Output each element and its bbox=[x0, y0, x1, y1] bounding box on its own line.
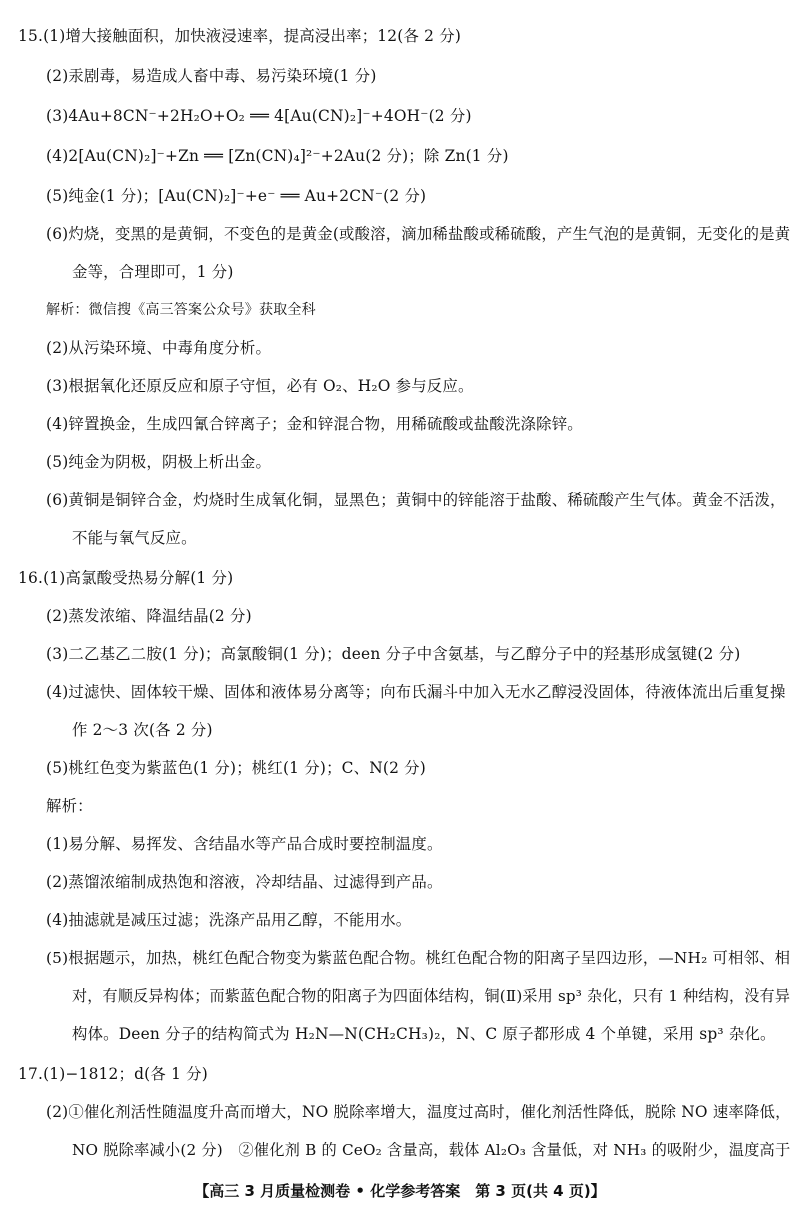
analysis-line: (1)易分解、易挥发、含结晶水等产品合成时要控制温度。 bbox=[46, 835, 443, 853]
analysis-line: 对，有顺反异构体；而紫蓝色配合物的阳离子为四面体结构，铜(Ⅱ)采用 sp³ 杂化，只有 1 种结构，没有异 bbox=[72, 987, 791, 1005]
analysis-line: (4)锌置换金，生成四氰合锌离子；金和锌混合物，用稀硫酸或盐酸洗涤除锌。 bbox=[46, 415, 583, 433]
answer-line: 作 2～3 次(各 2 分) bbox=[72, 721, 213, 739]
analysis-line: (4)抽滤就是减压过滤；洗涤产品用乙醇，不能用水。 bbox=[46, 911, 412, 929]
analysis-line: (3)根据氧化还原反应和原子守恒，必有 O₂、H₂O 参与反应。 bbox=[46, 377, 474, 395]
analysis-line: (5)根据题示，加热，桃红色配合物变为紫蓝色配合物。桃红色配合物的阳离子呈四边形，—NH₂ 可相邻、相 bbox=[46, 949, 791, 967]
answer-line: (3)二乙基乙二胺(1 分)；高氯酸铜(1 分)；deen 分子中含氨基，与乙醇分子中的羟基形成氢键(2 分) bbox=[46, 645, 741, 663]
answer-line: NO 脱除率减小(2 分) ②催化剂 B 的 CeO₂ 含量高，载体 Al₂O₃ 含量低，对 NH₃ 的吸附少，温度高于 bbox=[72, 1141, 791, 1159]
analysis-heading: 解析：微信搜《高三答案公众号》获取全科 bbox=[46, 302, 316, 318]
answer-line: (4)过滤快、固体较干燥、固体和液体易分离等；向布氏漏斗中加入无水乙醇浸没固体，待液体流出后重复操 bbox=[46, 683, 786, 701]
analysis-line: (5)纯金为阴极，阴极上析出金。 bbox=[46, 453, 272, 471]
analysis-line: (6)黄铜是铜锌合金，灼烧时生成氧化铜，显黑色；黄铜中的锌能溶于盐酸、稀硫酸产生气体。黄金不活泼， bbox=[46, 491, 786, 509]
answer-line: 15.(1)增大接触面积，加快液浸速率，提高浸出率；12(各 2 分) bbox=[18, 27, 462, 45]
answer-line: 17.(1)−1812；d(各 1 分) bbox=[18, 1065, 208, 1083]
answer-line: (4)2[Au(CN)₂]⁻+Zn ══ [Zn(CN)₄]²⁻+2Au(2 分)；除 Zn(1 分) bbox=[46, 147, 509, 165]
answer-line: (2)汞剧毒，易造成人畜中毒、易污染环境(1 分) bbox=[46, 67, 377, 85]
answer-line: (5)桃红色变为紫蓝色(1 分)；桃红(1 分)；C、N(2 分) bbox=[46, 759, 426, 777]
answer-line: (2)①催化剂活性随温度升高而增大，NO 脱除率增大，温度过高时，催化剂活性降低，脱除 NO 速率降低， bbox=[46, 1103, 791, 1121]
answer-line: 16.(1)高氯酸受热易分解(1 分) bbox=[18, 569, 234, 587]
answer-line: (6)灼烧，变黑的是黄铜，不变色的是黄金(或酸溶，滴加稀盐酸或稀硫酸，产生气泡的是黄铜，无变化的是黄 bbox=[46, 225, 791, 243]
page-footer: 【高三 3 月质量检测卷 • 化学参考答案 第 3 页(共 4 页)】 bbox=[194, 1182, 606, 1200]
analysis-line: 不能与氧气反应。 bbox=[72, 529, 197, 547]
analysis-line: (2)从污染环境、中毒角度分析。 bbox=[46, 339, 272, 357]
answer-line: 金等，合理即可，1 分) bbox=[72, 263, 234, 281]
answer-line: (3)4Au+8CN⁻+2H₂O+O₂ ══ 4[Au(CN)₂]⁻+4OH⁻(2 分) bbox=[46, 107, 472, 125]
analysis-heading: 解析： bbox=[46, 797, 93, 815]
answer-line: (2)蒸发浓缩、降温结晶(2 分) bbox=[46, 607, 252, 625]
analysis-line: 构体。Deen 分子的结构简式为 H₂N—N(CH₂CH₃)₂，N、C 原子都形成 4 个单键，采用 sp³ 杂化。 bbox=[72, 1025, 776, 1043]
answer-line: (5)纯金(1 分)；[Au(CN)₂]⁻+e⁻ ══ Au+2CN⁻(2 分) bbox=[46, 187, 427, 205]
analysis-line: (2)蒸馏浓缩制成热饱和溶液，冷却结晶、过滤得到产品。 bbox=[46, 873, 443, 891]
